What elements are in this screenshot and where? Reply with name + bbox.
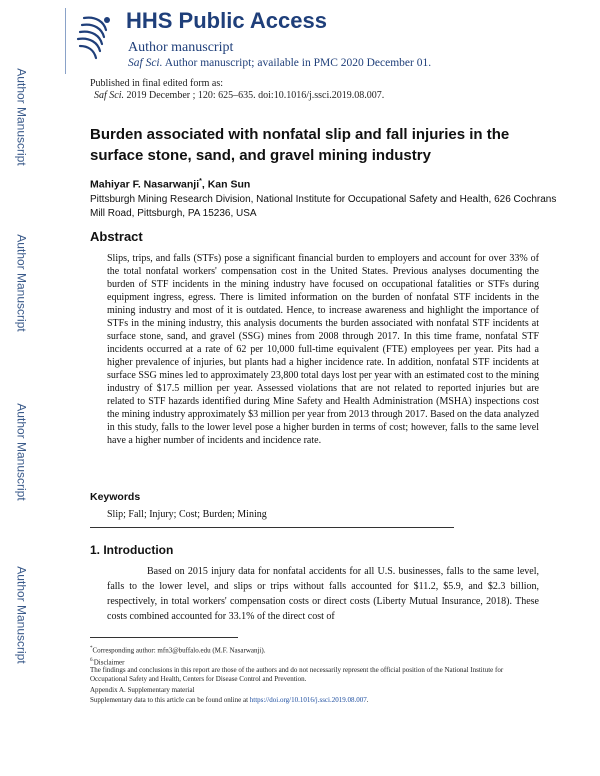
footnote-corresponding <box>90 644 530 655</box>
side-tab-author-manuscript: Author Manuscript <box>15 403 30 501</box>
corresponding-mark[interactable]: * <box>199 178 202 185</box>
keywords-list: Slip; Fall; Injury; Cost; Burden; Mining <box>107 509 267 520</box>
introduction-heading: 1. Introduction <box>90 543 174 557</box>
footnote-appendix: Appendix A. Supplementary material <box>90 686 195 694</box>
author-name[interactable]: Mahiyar F. Nasarwanji <box>90 178 200 191</box>
keywords-heading: Keywords <box>90 491 141 503</box>
footnote-corresponding-text: Corresponding author: mfn3@buffalo.edu (M.F. Nasarwanji). <box>92 646 266 655</box>
supplementary-suffix: . <box>366 696 369 704</box>
footnote-supplementary <box>90 696 530 705</box>
disclaimer-heading-text: Disclaimer <box>93 658 125 667</box>
availability-text: Author manuscript; available in PMC 2020 December 01. <box>164 57 432 69</box>
supplementary-link[interactable]: https://doi.org/10.1016/j.ssci.2019.08.007 <box>249 696 367 704</box>
author-separator: , <box>201 178 208 191</box>
supplementary-prefix: Supplementary data to this article can be found online at <box>90 696 250 704</box>
availability-line <box>128 57 431 69</box>
header-divider <box>65 8 66 74</box>
hhs-title: HHS Public Access <box>126 8 327 33</box>
side-tab-author-manuscript: Author Manuscript <box>15 68 30 166</box>
citation-text: 2019 December ; 120: 625–635. doi:10.1016/j.ssci.2019.08.007. <box>126 90 385 101</box>
hhs-eagle-logo-icon <box>74 10 114 66</box>
author-name[interactable]: Kan Sun <box>207 178 251 191</box>
abstract-body: Slips, trips, and falls (STFs) pose a significant financial burden to employers and account for over 33% of the total nonfatal workers' compensation cost in the United States. Previous analyses documenting the burden of STF incidents in the mining industry have focused on occupational fatalities or STFs during equipment ingress, egress. There is limited information on the burden of nonfatal STF incidents in the mining industry and most of it is outdated. Hence, to increase awareness and highlight the importance of STFs in the mining industry, this analysis documents the burden associated with nonfatal STF incidents at surface stone, sand, and gravel (SSG) mines from 2008 through 2017. In this time frame, nonfatal STF incidents occurred at a rate of 62 per 10,000 full-time equivalent (FTE) employees per year. Pits had a higher prevalence of injuries, but plants had a higher incidence rate. In addition, nonfatal STF incidents at surface SSG mines led to approximately 23,800 total days lost per year with an estimated cost to the mining industry of $17.5 million per year. Assessed violations that are not related to reported injuries but are related to STF hazards identified during Mine Safety and Health Administration (MSHA) inspections cost the mining industry approximately $3 million per year from 2013 through 2017. Based on the data analyzed in this study, falls to the lower level pose a higher burden in terms of cost; however, falls to the same level have a higher number of incidents and incidence rate. <box>107 253 539 446</box>
side-tab-author-manuscript: Author Manuscript <box>15 566 30 664</box>
introduction-body: Based on 2015 injury data for nonfatal accidents for all U.S. businesses, falls to the same level, falls to the lower level, and slips or trips without falls accounted for $11.2, $5.9, and $2.3 billion, respectively, in total workers' compensation costs or direct costs (Liberty Mutual Insurance, 2018). These costs combined accounted for 33.1% of the direct cost of <box>107 566 539 622</box>
footnote-disclaimer: The findings and conclusions in this report are those of the authors and do not necessarily represent the official position of the National Institute for Occupational Safety and Health, Centers for Disease Control and Prevention. <box>90 666 504 683</box>
footnote-divider <box>90 637 238 638</box>
author-manuscript-label: Author manuscript <box>128 40 234 55</box>
paper-title: Burden associated with nonfatal slip and fall injuries in the surface stone, sand, and gravel mining industry <box>90 126 510 164</box>
section-divider <box>90 527 454 528</box>
publication-info <box>90 78 384 102</box>
journal-abbrev: Saf Sci. <box>128 57 163 69</box>
author-list <box>90 178 250 191</box>
footnote-mark: 6. <box>90 658 94 663</box>
affiliation: Pittsburgh Mining Research Division, National Institute for Occupational Safety and Health, 626 Cochrans Mill Road, Pittsburgh, PA 15236, USA <box>90 194 557 219</box>
side-tab-author-manuscript: Author Manuscript <box>15 234 30 332</box>
citation-line <box>90 90 384 102</box>
footnote-mark: * <box>90 646 93 651</box>
abstract-heading: Abstract <box>90 229 143 244</box>
published-line: Published in final edited form as: <box>90 78 224 89</box>
citation-journal: Saf Sci. <box>94 90 124 101</box>
